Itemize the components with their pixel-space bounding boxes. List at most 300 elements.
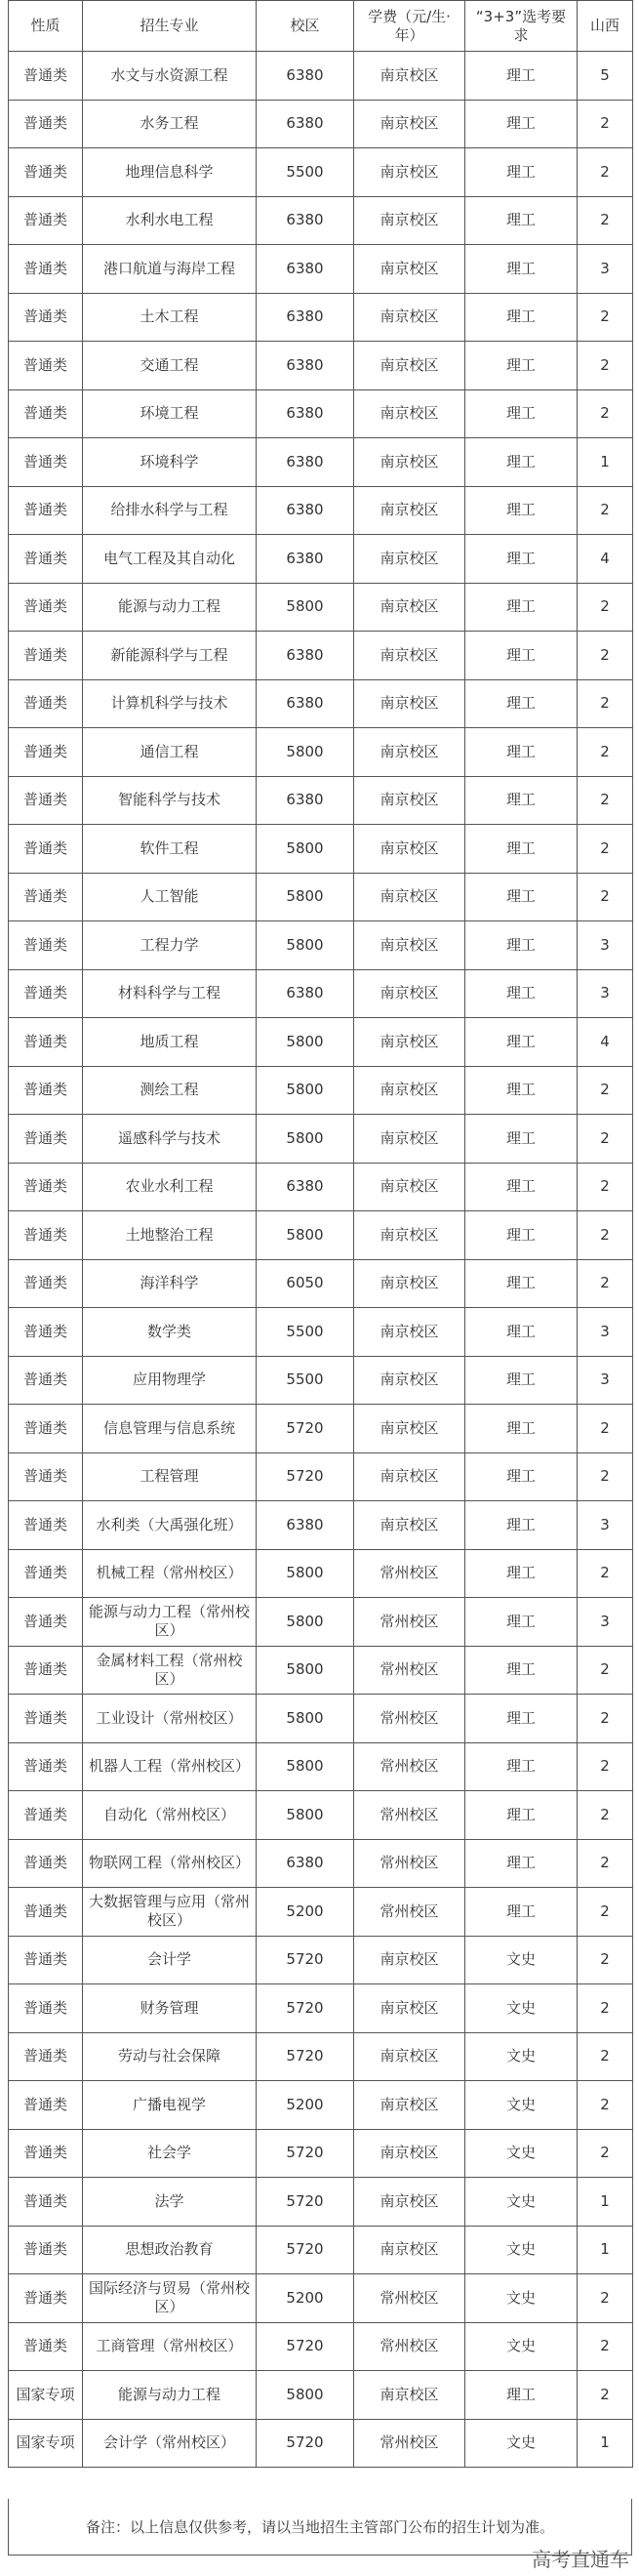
cell-shanxi: 2 [578, 2371, 633, 2420]
table-row [9, 1839, 633, 1888]
cell-major: 软件工程 [83, 825, 257, 874]
cell-campus: 5720 [257, 2032, 354, 2081]
cell-major: 大数据管理与应用（常州校区） [83, 1888, 257, 1937]
cell-shanxi: 2 [578, 1984, 633, 2033]
cell-tuition: 常州校区 [354, 1839, 465, 1888]
table-row [9, 1598, 633, 1647]
cell-shanxi: 2 [578, 1259, 633, 1308]
table-row [9, 2274, 633, 2323]
cell-type: 普通类 [9, 1115, 83, 1164]
table-row [9, 1405, 633, 1453]
cell-type: 普通类 [9, 728, 83, 777]
table-row [9, 776, 633, 825]
table-row [9, 1452, 633, 1501]
table-row [9, 486, 633, 535]
cell-shanxi: 2 [578, 1936, 633, 1984]
table-row [9, 1259, 633, 1308]
cell-subject-requirement: 理工 [465, 342, 578, 390]
cell-subject-requirement: 理工 [465, 679, 578, 728]
table-row [9, 1211, 633, 1260]
cell-campus: 5800 [257, 1549, 354, 1598]
cell-campus: 6380 [257, 1501, 354, 1550]
table-row [9, 2419, 633, 2468]
cell-campus: 6380 [257, 196, 354, 245]
cell-subject-requirement: 文史 [465, 2129, 578, 2178]
cell-major: 金属材料工程（常州校区） [83, 1646, 257, 1695]
cell-subject-requirement: 文史 [465, 1984, 578, 2033]
cell-tuition: 南京校区 [354, 1984, 465, 2033]
cell-tuition: 南京校区 [354, 2129, 465, 2178]
cell-major: 地质工程 [83, 1018, 257, 1067]
cell-major: 工业设计（常州校区） [83, 1695, 257, 1743]
table-row [9, 293, 633, 342]
cell-shanxi: 2 [578, 1066, 633, 1115]
cell-major: 农业水利工程 [83, 1163, 257, 1211]
table-row [9, 1066, 633, 1115]
cell-type: 普通类 [9, 1163, 83, 1211]
cell-shanxi: 4 [578, 1018, 633, 1067]
cell-campus: 6380 [257, 245, 354, 294]
cell-tuition: 南京校区 [354, 245, 465, 294]
cell-campus: 6380 [257, 969, 354, 1018]
cell-subject-requirement: 文史 [465, 2322, 578, 2371]
cell-tuition: 南京校区 [354, 2081, 465, 2130]
cell-tuition: 常州校区 [354, 2322, 465, 2371]
cell-shanxi: 2 [578, 776, 633, 825]
cell-type: 普通类 [9, 1211, 83, 1260]
cell-type: 国家专项 [9, 2419, 83, 2468]
table-row [9, 389, 633, 438]
cell-type: 普通类 [9, 293, 83, 342]
cell-major: 思想政治教育 [83, 2226, 257, 2274]
cell-major: 法学 [83, 2178, 257, 2227]
cell-type: 普通类 [9, 632, 83, 680]
cell-tuition: 南京校区 [354, 1259, 465, 1308]
cell-subject-requirement: 文史 [465, 1936, 578, 1984]
cell-shanxi: 2 [578, 2322, 633, 2371]
table-row [9, 632, 633, 680]
cell-major: 能源与动力工程 [83, 583, 257, 632]
table-row [9, 873, 633, 921]
cell-tuition: 南京校区 [354, 342, 465, 390]
cell-type: 普通类 [9, 1936, 83, 1984]
cell-tuition: 南京校区 [354, 1405, 465, 1453]
cell-shanxi: 2 [578, 632, 633, 680]
table-row [9, 825, 633, 874]
cell-type: 普通类 [9, 2322, 83, 2371]
cell-type: 普通类 [9, 1742, 83, 1791]
cell-type: 国家专项 [9, 2371, 83, 2420]
cell-type: 普通类 [9, 1791, 83, 1840]
cell-campus: 5800 [257, 583, 354, 632]
cell-campus: 6050 [257, 1259, 354, 1308]
cell-tuition: 南京校区 [354, 1308, 465, 1357]
cell-campus: 5720 [257, 2178, 354, 2227]
cell-major: 信息管理与信息系统 [83, 1405, 257, 1453]
cell-campus: 5720 [257, 1984, 354, 2033]
cell-subject-requirement: 理工 [465, 52, 578, 101]
cell-campus: 6380 [257, 1839, 354, 1888]
cell-type: 普通类 [9, 921, 83, 970]
cell-shanxi: 2 [578, 196, 633, 245]
cell-tuition: 南京校区 [354, 196, 465, 245]
cell-shanxi: 3 [578, 921, 633, 970]
cell-tuition: 南京校区 [354, 969, 465, 1018]
cell-major: 工程管理 [83, 1452, 257, 1501]
cell-subject-requirement: 理工 [465, 1211, 578, 1260]
admission-plan-table-wrapper [8, 0, 632, 2468]
cell-campus: 5720 [257, 2226, 354, 2274]
cell-major: 智能科学与技术 [83, 776, 257, 825]
table-row [9, 2322, 633, 2371]
cell-campus: 6380 [257, 632, 354, 680]
cell-shanxi: 2 [578, 486, 633, 535]
footnote: 备注：以上信息仅供参考，请以当地招生主管部门公布的招生计划为准。 [8, 2499, 632, 2556]
table-row [9, 1115, 633, 1164]
cell-major: 给排水科学与工程 [83, 486, 257, 535]
cell-subject-requirement: 理工 [465, 1839, 578, 1888]
cell-major: 会计学 [83, 1936, 257, 1984]
cell-major: 机械工程（常州校区） [83, 1549, 257, 1598]
admission-plan-table [8, 0, 633, 2468]
cell-subject-requirement: 文史 [465, 2226, 578, 2274]
cell-subject-requirement: 理工 [465, 196, 578, 245]
table-row [9, 969, 633, 1018]
cell-shanxi: 2 [578, 293, 633, 342]
cell-subject-requirement: 理工 [465, 1549, 578, 1598]
cell-subject-requirement: 理工 [465, 873, 578, 921]
cell-subject-requirement: 理工 [465, 438, 578, 487]
cell-subject-requirement: 文史 [465, 2081, 578, 2130]
cell-campus: 5500 [257, 1308, 354, 1357]
cell-tuition: 常州校区 [354, 2419, 465, 2468]
table-row [9, 196, 633, 245]
cell-type: 普通类 [9, 196, 83, 245]
cell-shanxi: 2 [578, 728, 633, 777]
cell-type: 普通类 [9, 1888, 83, 1937]
cell-major: 环境工程 [83, 389, 257, 438]
cell-tuition: 南京校区 [354, 389, 465, 438]
cell-major: 应用物理学 [83, 1356, 257, 1405]
table-row [9, 679, 633, 728]
cell-tuition: 南京校区 [354, 293, 465, 342]
cell-subject-requirement: 理工 [465, 1452, 578, 1501]
cell-major: 电气工程及其自动化 [83, 535, 257, 584]
cell-major: 海洋科学 [83, 1259, 257, 1308]
cell-subject-requirement: 理工 [465, 1501, 578, 1550]
cell-subject-requirement: 理工 [465, 1791, 578, 1840]
cell-type: 普通类 [9, 389, 83, 438]
cell-major: 水利水电工程 [83, 196, 257, 245]
table-row [9, 583, 633, 632]
cell-tuition: 南京校区 [354, 632, 465, 680]
cell-type: 普通类 [9, 535, 83, 584]
cell-shanxi: 2 [578, 2274, 633, 2323]
cell-campus: 5500 [257, 1356, 354, 1405]
table-row [9, 1646, 633, 1695]
cell-campus: 5800 [257, 1115, 354, 1164]
cell-major: 水务工程 [83, 100, 257, 148]
cell-subject-requirement: 理工 [465, 2371, 578, 2420]
cell-tuition: 南京校区 [354, 825, 465, 874]
cell-campus: 5720 [257, 1452, 354, 1501]
cell-tuition: 南京校区 [354, 1211, 465, 1260]
cell-shanxi: 2 [578, 389, 633, 438]
cell-campus: 5720 [257, 2322, 354, 2371]
cell-tuition: 南京校区 [354, 873, 465, 921]
table-row [9, 1695, 633, 1743]
cell-tuition: 南京校区 [354, 2032, 465, 2081]
cell-type: 普通类 [9, 1356, 83, 1405]
cell-campus: 5800 [257, 2371, 354, 2420]
cell-subject-requirement: 理工 [465, 389, 578, 438]
cell-shanxi: 2 [578, 1163, 633, 1211]
cell-type: 普通类 [9, 1259, 83, 1308]
cell-subject-requirement: 理工 [465, 1888, 578, 1937]
cell-subject-requirement: 理工 [465, 1066, 578, 1115]
cell-campus: 5720 [257, 2129, 354, 2178]
cell-subject-requirement: 理工 [465, 1018, 578, 1067]
cell-major: 社会学 [83, 2129, 257, 2178]
cell-tuition: 常州校区 [354, 1791, 465, 1840]
cell-tuition: 南京校区 [354, 2226, 465, 2274]
cell-campus: 6380 [257, 52, 354, 101]
cell-shanxi: 2 [578, 679, 633, 728]
cell-type: 普通类 [9, 1405, 83, 1453]
cell-tuition: 南京校区 [354, 52, 465, 101]
cell-campus: 6380 [257, 535, 354, 584]
table-row [9, 1936, 633, 1984]
table-row [9, 1501, 633, 1550]
table-row [9, 438, 633, 487]
cell-shanxi: 2 [578, 1839, 633, 1888]
cell-major: 水利类（大禹强化班） [83, 1501, 257, 1550]
cell-tuition: 南京校区 [354, 776, 465, 825]
cell-tuition: 南京校区 [354, 100, 465, 148]
cell-subject-requirement: 理工 [465, 1646, 578, 1695]
cell-shanxi: 3 [578, 245, 633, 294]
cell-campus: 5720 [257, 1405, 354, 1453]
cell-subject-requirement: 理工 [465, 148, 578, 197]
cell-subject-requirement: 理工 [465, 1405, 578, 1453]
cell-type: 普通类 [9, 1646, 83, 1695]
cell-tuition: 常州校区 [354, 1695, 465, 1743]
cell-subject-requirement: 理工 [465, 486, 578, 535]
header-cell-type: 性质 [9, 1, 83, 52]
cell-shanxi: 2 [578, 825, 633, 874]
cell-major: 人工智能 [83, 873, 257, 921]
cell-campus: 5800 [257, 1646, 354, 1695]
cell-tuition: 常州校区 [354, 1888, 465, 1937]
table-row [9, 1018, 633, 1067]
cell-campus: 6380 [257, 100, 354, 148]
cell-shanxi: 1 [578, 2419, 633, 2468]
cell-type: 普通类 [9, 825, 83, 874]
cell-type: 普通类 [9, 486, 83, 535]
header-cell-major: 招生专业 [83, 1, 257, 52]
table-row [9, 1888, 633, 1937]
cell-major: 地理信息科学 [83, 148, 257, 197]
table-row [9, 535, 633, 584]
cell-major: 能源与动力工程 [83, 2371, 257, 2420]
cell-shanxi: 2 [578, 583, 633, 632]
cell-type: 普通类 [9, 1549, 83, 1598]
cell-tuition: 常州校区 [354, 2274, 465, 2323]
cell-subject-requirement: 理工 [465, 1259, 578, 1308]
cell-major: 能源与动力工程（常州校区） [83, 1598, 257, 1647]
cell-campus: 5200 [257, 2274, 354, 2323]
table-row [9, 245, 633, 294]
cell-shanxi: 3 [578, 1501, 633, 1550]
cell-type: 普通类 [9, 2129, 83, 2178]
cell-tuition: 南京校区 [354, 1936, 465, 1984]
cell-type: 普通类 [9, 1598, 83, 1647]
cell-shanxi: 3 [578, 1308, 633, 1357]
cell-type: 普通类 [9, 2274, 83, 2323]
cell-campus: 5800 [257, 728, 354, 777]
cell-type: 普通类 [9, 100, 83, 148]
cell-type: 普通类 [9, 1452, 83, 1501]
cell-tuition: 南京校区 [354, 1066, 465, 1115]
table-row [9, 342, 633, 390]
table-row [9, 2371, 633, 2420]
cell-tuition: 常州校区 [354, 1646, 465, 1695]
cell-major: 工商管理（常州校区） [83, 2322, 257, 2371]
cell-type: 普通类 [9, 342, 83, 390]
cell-subject-requirement: 文史 [465, 2178, 578, 2227]
cell-type: 普通类 [9, 1308, 83, 1357]
cell-campus: 5800 [257, 1066, 354, 1115]
cell-subject-requirement: 理工 [465, 1598, 578, 1647]
header-cell-shanxi: 山西 [578, 1, 633, 52]
cell-major: 通信工程 [83, 728, 257, 777]
cell-major: 国际经济与贸易（常州校区） [83, 2274, 257, 2323]
cell-major: 会计学（常州校区） [83, 2419, 257, 2468]
cell-shanxi: 2 [578, 1742, 633, 1791]
cell-shanxi: 2 [578, 1646, 633, 1695]
table-row [9, 2081, 633, 2130]
cell-type: 普通类 [9, 1839, 83, 1888]
cell-tuition: 南京校区 [354, 583, 465, 632]
table-row [9, 921, 633, 970]
cell-campus: 6380 [257, 342, 354, 390]
cell-campus: 5800 [257, 873, 354, 921]
cell-campus: 6380 [257, 486, 354, 535]
cell-major: 环境科学 [83, 438, 257, 487]
cell-major: 港口航道与海岸工程 [83, 245, 257, 294]
cell-tuition: 南京校区 [354, 1356, 465, 1405]
table-row [9, 1549, 633, 1598]
cell-shanxi: 2 [578, 2081, 633, 2130]
cell-subject-requirement: 理工 [465, 1356, 578, 1405]
cell-shanxi: 2 [578, 2129, 633, 2178]
cell-campus: 5800 [257, 1018, 354, 1067]
cell-subject-requirement: 理工 [465, 632, 578, 680]
cell-tuition: 南京校区 [354, 921, 465, 970]
table-row [9, 2178, 633, 2227]
table-row [9, 728, 633, 777]
cell-shanxi: 2 [578, 100, 633, 148]
table-row [9, 1308, 633, 1357]
cell-subject-requirement: 理工 [465, 776, 578, 825]
cell-subject-requirement: 理工 [465, 969, 578, 1018]
cell-major: 计算机科学与技术 [83, 679, 257, 728]
cell-major: 测绘工程 [83, 1066, 257, 1115]
cell-campus: 5200 [257, 2081, 354, 2130]
cell-subject-requirement: 文史 [465, 2419, 578, 2468]
cell-subject-requirement: 理工 [465, 1163, 578, 1211]
cell-campus: 6380 [257, 1163, 354, 1211]
cell-type: 普通类 [9, 1018, 83, 1067]
cell-shanxi: 2 [578, 1888, 633, 1937]
cell-shanxi: 2 [578, 1211, 633, 1260]
cell-shanxi: 2 [578, 1405, 633, 1453]
cell-tuition: 南京校区 [354, 1163, 465, 1211]
cell-subject-requirement: 文史 [465, 2274, 578, 2323]
cell-major: 数学类 [83, 1308, 257, 1357]
cell-subject-requirement: 理工 [465, 1742, 578, 1791]
cell-tuition: 常州校区 [354, 1742, 465, 1791]
cell-tuition: 南京校区 [354, 1501, 465, 1550]
cell-shanxi: 2 [578, 873, 633, 921]
table-row [9, 1163, 633, 1211]
cell-tuition: 南京校区 [354, 1452, 465, 1501]
table-row [9, 52, 633, 101]
cell-shanxi: 1 [578, 2226, 633, 2274]
cell-campus: 6380 [257, 293, 354, 342]
cell-type: 普通类 [9, 873, 83, 921]
cell-subject-requirement: 理工 [465, 825, 578, 874]
cell-campus: 5800 [257, 1211, 354, 1260]
cell-tuition: 南京校区 [354, 728, 465, 777]
cell-type: 普通类 [9, 2032, 83, 2081]
table-row [9, 1984, 633, 2033]
cell-major: 交通工程 [83, 342, 257, 390]
cell-subject-requirement: 理工 [465, 293, 578, 342]
cell-shanxi: 2 [578, 1549, 633, 1598]
cell-tuition: 南京校区 [354, 438, 465, 487]
cell-subject-requirement: 文史 [465, 2032, 578, 2081]
cell-subject-requirement: 理工 [465, 245, 578, 294]
cell-campus: 6380 [257, 679, 354, 728]
cell-major: 土木工程 [83, 293, 257, 342]
cell-campus: 5800 [257, 921, 354, 970]
cell-tuition: 南京校区 [354, 148, 465, 197]
watermark: 高考直通车 [532, 2548, 629, 2571]
cell-major: 机器人工程（常州校区） [83, 1742, 257, 1791]
cell-shanxi: 2 [578, 148, 633, 197]
cell-shanxi: 3 [578, 1356, 633, 1405]
cell-campus: 5200 [257, 1888, 354, 1937]
cell-campus: 5800 [257, 1598, 354, 1647]
cell-type: 普通类 [9, 438, 83, 487]
cell-campus: 5800 [257, 1791, 354, 1840]
cell-campus: 6380 [257, 438, 354, 487]
table-row [9, 2129, 633, 2178]
table-row [9, 1791, 633, 1840]
cell-campus: 5800 [257, 1742, 354, 1791]
cell-shanxi: 2 [578, 1115, 633, 1164]
cell-subject-requirement: 理工 [465, 921, 578, 970]
table-row [9, 148, 633, 197]
cell-type: 普通类 [9, 1695, 83, 1743]
cell-type: 普通类 [9, 1501, 83, 1550]
cell-type: 普通类 [9, 245, 83, 294]
cell-major: 物联网工程（常州校区） [83, 1839, 257, 1888]
cell-shanxi: 2 [578, 342, 633, 390]
cell-subject-requirement: 理工 [465, 728, 578, 777]
cell-type: 普通类 [9, 1066, 83, 1115]
